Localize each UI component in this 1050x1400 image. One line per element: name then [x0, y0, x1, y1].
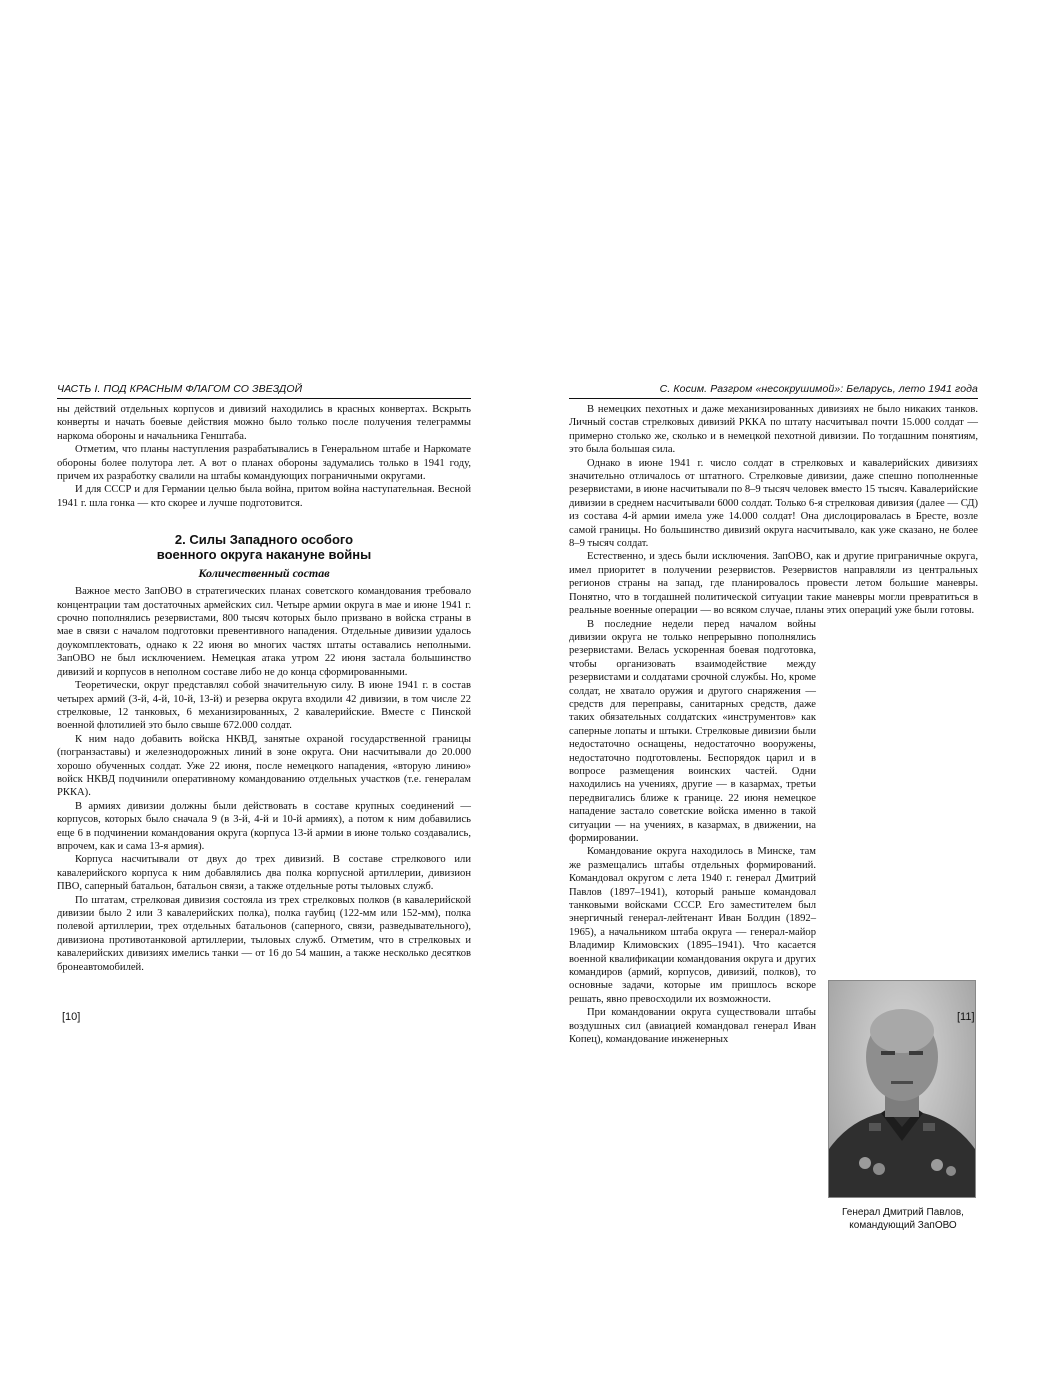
photo-caption	[828, 1206, 978, 1232]
paragraph: В немецких пехотных и даже механизированных дивизиях не было никаких танков. Личный состав стрелковых дивизий РККА по штату насчитывал почти 15.000 солдат — примерно столько же, сколько и в немецкой пехотной дивизии. По тогдашним понятиям, это была большая сила.	[569, 404, 978, 456]
paragraph: Отметим, что планы наступления разрабатывались в Генеральном штабе и Наркомате обороны более полутора лет. А вот о планах обороны задумались только в 1941 году, причем их разработку свалили на штабы командующих пограничными округами.	[57, 444, 471, 483]
portrait-figure	[829, 981, 975, 1197]
left-page-body	[57, 403, 471, 974]
right-page	[569, 383, 978, 1236]
section-title-line: 2. Силы Западного особого	[174, 532, 354, 548]
paragraph: Корпуса насчитывали от двух до трех дивизий. В составе стрелкового или кавалерийского корпуса к ним добавлялись два полка корпусной артиллерии, дивизион ПВО, саперный батальон, батальон связи, а также отдельные роты тыловых служб.	[57, 854, 471, 893]
photo-block	[828, 980, 978, 1232]
paragraph: Важное место ЗапОВО в стратегических планах советского командования требовало концентрации там достаточных армейских сил. Четыре армии округа в мае и июне 1941 г. срочно пополнялись резервистами, 800 тысяч которых было призвано в войска страны в мае в связи с началом подготовки превентивного нападения. Отдельные дивизии удалось доукомплектовать, однако к 22 июня во многих частях штаты оставались неполными. ЗапОВО не был исключением. Немецкая атака утром 22 июня застала большинство дивизий и корпусов в неполном составе либо не до конца сформированными.	[57, 586, 471, 678]
paragraph: В армиях дивизии должны были действовать в составе крупных соединений — корпусов, которых было сначала 9 (в 3-й, 4-й и 10-й армиях), а потом к ним добавились еще 6 в подчинении командования округа (корпуса 13-й армии в июне только создавались, впрочем, как и сама 13-я армия).	[57, 800, 471, 852]
page-number-right: [11]	[957, 1011, 975, 1023]
paragraph: В последние недели перед началом войны дивизии округа не только непрерывно пополнялись резервистами. Велась ускоренная боевая подготовка, чтобы организовать взаимодействие между резервистами и солдатами срочной службы. Но, кроме солдат, не хватало оружия и другого снаряжения — средств для переправы, санитарных средств, даже таких обязательных солдатских «инструментов» как саперные лопаты и штыки. Стрелковые дивизии были недостаточно оснащены, недостаточно вооружены, недостаточно подготовлены. Беспорядок царил и в вопросе размещения воинских частей. Одни находились на учениях, другие — в казармах, третьи передвигались ближе к границе. 22 июня немецкое нападение застало советские войска именно в такой ситуации — на учениях, в казармах, в движении, на формировании.	[569, 618, 816, 844]
paragraph: При командовании округа существовали штабы воздушных сил (авиацией командовал генерал Иван Копец), командование инженерных	[569, 1007, 816, 1046]
left-page	[57, 383, 471, 974]
paragraph: К ним надо добавить войска НКВД, занятые охраной государственной границы (погранзаставы) и железнодорожных линий в зоне округа. Они насчитывали до 20.000 хорошо обученных солдат. Уже 22 июня, после немецкого нападения, «вторую линию» войск НКВД подчинили оперативному командованию отдельных участков (т.е. генералам РККА).	[57, 733, 471, 799]
paragraph: Однако в июне 1941 г. число солдат в стрелковых и кавалерийских дивизиях значительно отличалось от штатного. Стрелковые дивизии, даже спешно пополненные резервистами, в июне насчитывали по 8–9 тысяч человек вместо 15 тысяч. Кавалерийские дивизии в среднем насчитывали 6000 солдат. Только 6-я стрелковая дивизия (далее — СД) из состава 4-й армии имела уже 14.000 солдат! Она дислоцировалась в Бресте, возле самой границы. Но большинство дивизий округа насчитывало, как уже сказано, не более 8–9 тысяч солдат.	[569, 457, 978, 550]
paragraph: ны действий отдельных корпусов и дивизий находились в красных конвертах. Вскрыть конверты и начать боевые действия можно было только после получения телеграммы наркома обороны и начальника Генштаба.	[57, 404, 471, 442]
photo-caption-line: командующий ЗапОВО	[849, 1219, 957, 1231]
paragraph: Теоретически, округ представлял собой значительную силу. В июне 1941 г. в состав четырех армий (3-й, 4-й, 10-й, 13-й) и резерва округа входили 42 дивизии, в том числе 22 стрелковые, 12 танковых, 6 механизированных, 2 кавалерийские. Вместе с Пинской военной флотилией это было свыше 672.000 солдат.	[57, 680, 471, 732]
running-head-right: С. Косим. Разгром «несокрушимой»: Беларусь, лето 1941 года	[569, 383, 978, 399]
subsection-title: Количественный состав	[198, 566, 330, 581]
paragraph: Естественно, и здесь были исключения. ЗапОВО, как и другие приграничные округа, имел приоритет в получении резервистов. Резервистов направляли из центральных регионов страны на запад, где планировалось провести летом большие маневры. Понятно, что в тогдашней политической ситуации такие маневры могли превратиться в реальные военные операции — во всяком случае, планы этих операций уже были готовы.	[569, 551, 978, 617]
section-title	[57, 532, 471, 562]
section-title-line: военного округа накануне войны	[156, 547, 372, 563]
paragraph: Командование округа находилось в Минске, там же размещались штабы отдельных формирований. Командовал округом с лета 1940 г. генерал Дмитрий Павлов (1897–1941), который раньше командовал танковыми войсками СССР. Его заместителем был энергичный генерал-лейтенант Иван Болдин (1892–1965), а начальником штаба округа — генерал-майор Владимир Климовских (1895–1941). Что касается военной квалификации командования округа и других командиров (армий, корпусов, дивизий, полков), то основные задачи, которые им пришлось вскоре решать, явно превосходили их возможности.	[569, 846, 816, 1005]
running-head-left: ЧАСТЬ I. ПОД КРАСНЫМ ФЛАГОМ СО ЗВЕЗДОЙ	[57, 383, 471, 399]
paragraph: По штатам, стрелковая дивизия состояла из трех стрелковых полков (в кавалерийской дивизии было 2 или 3 кавалерийских полка), полка гаубиц (122-мм или 152-мм), полка полевой артиллерии, трех отдельных батальонов (саперного, связи, разведывательного), дивизиона противотанковой артиллерии, тыловых служб. Отметим, что в стрелковых и кавалерийских дивизиях имелись танки — от 16 до 54 машин, а также несколько десятков бронеавтомобилей.	[57, 894, 471, 973]
paragraph: И для СССР и для Германии целью была война, притом война наступательная. Весной 1941 г. шла гонка — кто скорее и лучше подготовится.	[57, 484, 471, 509]
right-page-body	[569, 403, 978, 1231]
portrait-photo	[828, 980, 976, 1198]
page-number-left: [10]	[62, 1011, 81, 1023]
photo-caption-line: Генерал Дмитрий Павлов,	[842, 1206, 964, 1218]
